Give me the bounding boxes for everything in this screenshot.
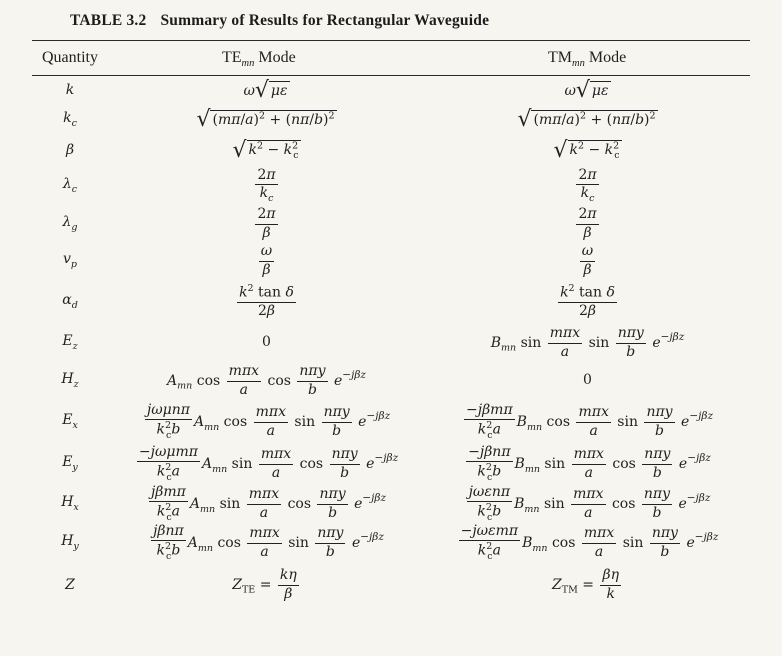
table-row-beta xyxy=(32,136,750,166)
te-formula-cell: $\frac{k^2 \tan \delta}{2\beta}$ xyxy=(239,283,294,320)
te-formula-cell: $\frac{2\pi}{k_c}$ xyxy=(257,166,276,204)
table-caption xyxy=(70,12,489,30)
tm-formula-cell: √ $k^2 - k^2_c$ xyxy=(553,138,620,163)
quantity-cell: Z xyxy=(65,576,75,593)
tm-formula-cell: ω√ με xyxy=(564,78,609,103)
results-table xyxy=(32,78,750,608)
quantity-cell: $E_z$ xyxy=(62,333,78,352)
table-row-H-x xyxy=(32,484,750,524)
tm-formula-cell: $Z_{TM}$ = $\frac{\beta\eta}{k}$ xyxy=(552,567,619,602)
table-row-lambda-c xyxy=(32,166,750,206)
table-title: Summary of Results for Rectangular Waveguide xyxy=(160,12,490,29)
quantity-cell: $v_p$ xyxy=(62,251,77,270)
tm-formula-cell: $\frac{\text{−jωεmπ}}{k^2_ca}$ $B_{mn}$ cos $\frac{\text{mπx}}{a}$ sin $\frac{\text{nπy}}{b}$ $e^{-j\beta z}$ xyxy=(460,523,719,562)
tm-formula-cell: $\frac{k^2 \tan \delta}{2\beta}$ xyxy=(560,283,615,320)
te-formula-cell: $\frac{\omega}{\beta}$ xyxy=(260,243,273,278)
top-rule xyxy=(32,40,750,41)
tm-formula-cell: $\frac{2\pi}{\beta}$ xyxy=(578,206,597,241)
quantity-cell: $E_x$ xyxy=(62,412,78,431)
table-row-lambda-g xyxy=(32,206,750,242)
tm-formula-cell: √ $(m\pi/a)^2 + (n\pi/b)^2$ xyxy=(517,107,656,132)
tm-formula-cell: $\frac{\text{−jβnπ}}{k^2_cb}$ $B_{mn}$ sin $\frac{\text{mπx}}{a}$ cos $\frac{\text{nπy}}{b}$ $e^{-j\beta z}$ xyxy=(468,443,711,483)
tm-formula-cell: $\frac{\text{−jβmπ}}{k^2_ca}$ $B_{mn}$ cos $\frac{\text{mπx}}{a}$ sin $\frac{\text{nπy}}{b}$ $e^{-j\beta z}$ xyxy=(466,401,713,441)
tm-formula-cell: 0 xyxy=(583,372,592,389)
te-formula-cell: $\frac{\text{jβnπ}}{k^2_cb}$ $A_{mn}$ cos $\frac{\text{mπx}}{a}$ sin $\frac{\text{nπy}}{b}$ $e^{-j\beta z}$ xyxy=(153,523,384,562)
table-row-H-z xyxy=(32,362,750,400)
te-formula-cell: $A_{mn}$ cos $\frac{\text{mπx}}{a}$ cos $\frac{\text{nπy}}{b}$ $e^{-j\beta z}$ xyxy=(167,363,366,398)
quantity-cell: $\lambda_c$ xyxy=(62,176,78,195)
tm-formula-cell: $\frac{\text{jωεnπ}}{k^2_cb}$ $B_{mn}$ sin $\frac{\text{mπx}}{a}$ cos $\frac{\text{nπy}}{b}$ $e^{-j\beta z}$ xyxy=(468,483,711,523)
te-formula-cell: ω√ με xyxy=(243,78,288,103)
quantity-cell: $H_x$ xyxy=(61,494,79,513)
header-tm-mode: $TM_{mn}$ Mode xyxy=(548,49,627,70)
tm-formula-cell: $\frac{\omega}{\beta}$ xyxy=(581,243,594,278)
te-formula-cell: $\frac{\text{jβmπ}}{k^2_ca}$ $A_{mn}$ sin $\frac{\text{mπx}}{a}$ cos $\frac{\text{nπy}}{b}$ $e^{-j\beta z}$ xyxy=(150,483,387,523)
te-formula-cell: $\frac{\text{jωμnπ}}{k^2_cb}$ $A_{mn}$ cos $\frac{\text{mπx}}{a}$ sin $\frac{\text{nπy}}{b}$ $e^{-j\beta z}$ xyxy=(146,401,391,441)
quantity-cell: $H_y$ xyxy=(61,533,79,553)
quantity-cell: $\alpha_d$ xyxy=(62,292,78,311)
quantity-cell: k xyxy=(65,82,75,99)
header-quantity: Quantity xyxy=(42,49,98,66)
te-formula-cell: $Z_{TE}$ = $\frac{k\eta}{\beta}$ xyxy=(232,567,297,602)
table-label: TABLE 3.2 xyxy=(70,12,147,29)
te-formula-cell: √ $k^2 - k^2_c$ xyxy=(232,138,299,163)
quantity-cell: $E_y$ xyxy=(62,454,78,473)
header-te-mode: $TE_{mn}$ Mode xyxy=(222,49,296,70)
table-row-kc xyxy=(32,104,750,136)
table-row-E-x xyxy=(32,400,750,444)
header-rule xyxy=(32,75,750,76)
te-formula-cell: 0 xyxy=(262,334,271,351)
table-row-v-p xyxy=(32,242,750,280)
te-formula-cell: $\frac{2\pi}{\beta}$ xyxy=(257,206,276,241)
quantity-cell: β xyxy=(65,142,75,159)
quantity-cell: $\lambda_g$ xyxy=(62,214,78,233)
te-formula-cell: √ $(m\pi/a)^2 + (n\pi/b)^2$ xyxy=(196,107,335,132)
table-row-alpha-d xyxy=(32,280,750,324)
te-formula-cell: $\frac{\text{−jωμmπ}}{k^2_ca}$ $A_{mn}$ sin $\frac{\text{mπx}}{a}$ cos $\frac{\text{nπy}}{b}$ $e^{-j\beta z}$ xyxy=(138,443,399,483)
tm-formula-cell: $\frac{2\pi}{k_c}$ xyxy=(578,166,597,204)
table-row-E-z xyxy=(32,324,750,362)
table-row-Z xyxy=(32,562,750,608)
quantity-cell: $k_c$ xyxy=(63,110,77,129)
table-row-H-y xyxy=(32,524,750,562)
table-row-k xyxy=(32,78,750,104)
table-row-E-y xyxy=(32,444,750,484)
quantity-cell: $H_z$ xyxy=(61,371,79,390)
tm-formula-cell: $B_{mn}$ sin $\frac{\text{mπx}}{a}$ sin $\frac{\text{nπy}}{b}$ $e^{-j\beta z}$ xyxy=(490,325,685,360)
